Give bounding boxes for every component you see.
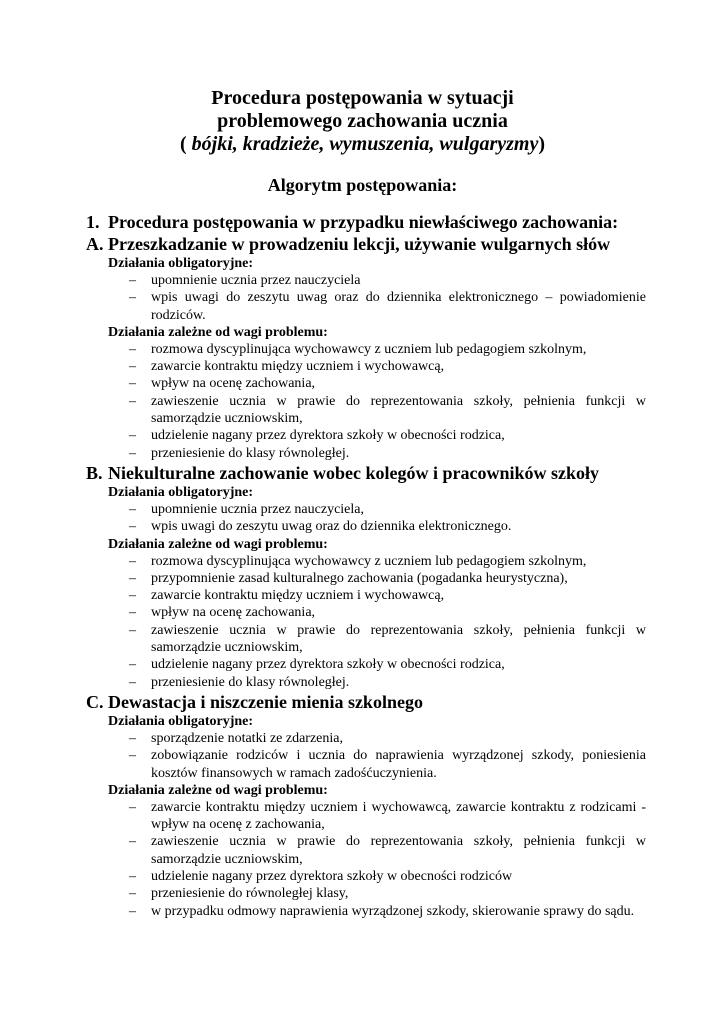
list-item: – wpływ na ocenę zachowania, <box>129 604 646 621</box>
dependent-actions-list <box>86 799 646 920</box>
title-line-3 <box>0 133 725 156</box>
list-item: – zawieszenie ucznia w prawie do reprezentowania szkoły, pełnienia funkcji w samorządzie uczniowskim, <box>129 622 646 657</box>
procedure-title: Procedura postępowania w przypadku niewłaściwego zachowania: <box>108 212 619 232</box>
list-item: – udzielenie nagany przez dyrektora szkoły w obecności rodzica, <box>129 656 646 673</box>
mandatory-actions-list <box>86 272 646 324</box>
dependent-actions-list <box>86 341 646 462</box>
title-line-2: problemowego zachowania ucznia <box>217 110 508 132</box>
list-item: – zawarcie kontraktu między uczniem i wychowawcą, zawarcie kontraktu z rodzicami - wpływ na ocenę z zachowania, <box>129 799 646 834</box>
section-letter: A. <box>86 234 104 254</box>
sections-container <box>86 233 646 920</box>
mandatory-actions-list <box>86 501 646 536</box>
list-item: – upomnienie ucznia przez nauczyciela <box>129 272 646 289</box>
title-subtitle: bójki, kradzieże, wymuszenia, wulgaryzmy <box>191 133 539 155</box>
list-item: – zawieszenie ucznia w prawie do reprezentowania szkoły, pełnienia funkcji w samorządzie uczniowskim, <box>129 833 646 868</box>
section-heading <box>86 462 646 484</box>
list-item: – przeniesienie do klasy równoległej. <box>129 445 646 462</box>
section-title: Niekulturalne zachowanie wobec kolegów i pracowników szkoły <box>108 462 600 483</box>
mandatory-actions-label: Działania obligatoryjne: <box>108 256 254 271</box>
section-c <box>86 691 646 920</box>
list-item: – udzielenie nagany przez dyrektora szkoły w obecności rodzica, <box>129 427 646 444</box>
section-heading <box>86 233 646 255</box>
list-item: – rozmowa dyscyplinująca wychowawcy z uczniem lub pedagogiem szkolnym, <box>129 553 646 570</box>
dependent-actions-list <box>86 553 646 691</box>
list-item: – zawarcie kontraktu między uczniem i wychowawcą, <box>129 587 646 604</box>
list-item: – udzielenie nagany przez dyrektora szkoły w obecności rodziców <box>129 868 646 885</box>
procedure-heading <box>86 211 646 233</box>
list-item: – upomnienie ucznia przez nauczyciela, <box>129 501 646 518</box>
title-paren-close: ) <box>538 133 546 155</box>
dependent-actions-label: Działania zależne od wagi problemu: <box>108 782 328 798</box>
section-letter: C. <box>86 691 104 712</box>
list-item: – zobowiązanie rodziców i ucznia do naprawienia wyrządzonej szkody, poniesienia kosztów finansowych w ramach zadośćuczynienia. <box>129 747 646 782</box>
title-paren-open: ( <box>179 133 192 155</box>
section-title: Przeszkadzanie w prowadzeniu lekcji, używanie wulgarnych słów <box>108 234 611 254</box>
list-item: – w przypadku odmowy naprawienia wyrządzonej szkody, skierowanie sprawy do sądu. <box>129 903 646 920</box>
list-item: – rozmowa dyscyplinująca wychowawcy z uczniem lub pedagogiem szkolnym, <box>129 341 646 358</box>
list-item: – przypomnienie zasad kulturalnego zachowania (pogadanka heurystyczna), <box>129 570 646 587</box>
document-body <box>86 211 646 920</box>
list-item: – przeniesienie do klasy równoległej. <box>129 674 646 691</box>
dependent-actions-label: Działania zależne od wagi problemu: <box>108 324 328 340</box>
section-heading <box>86 691 646 713</box>
title-line-1: Procedura postępowania w sytuacji <box>211 87 514 109</box>
section-a <box>86 233 646 462</box>
mandatory-actions-list <box>86 730 646 782</box>
procedure-number: 1. <box>86 212 100 232</box>
list-item: – wpis uwagi do zeszytu uwag oraz do dziennika elektronicznego. <box>129 518 646 535</box>
list-item: – przeniesienie do równoległej klasy, <box>129 885 646 902</box>
section-letter: B. <box>86 462 103 483</box>
mandatory-actions-label: Działania obligatoryjne: <box>108 484 254 500</box>
section-b <box>86 462 646 691</box>
document-title <box>0 87 725 156</box>
list-item: – wpis uwagi do zeszytu uwag oraz do dziennika elektronicznego – powiadomienie rodziców. <box>129 289 646 324</box>
algorithm-heading: Algorytm postępowania: <box>267 175 458 195</box>
section-title: Dewastacja i niszczenie mienia szkolnego <box>108 691 423 712</box>
dependent-actions-label: Działania zależne od wagi problemu: <box>108 536 328 552</box>
list-item: – zawieszenie ucznia w prawie do reprezentowania szkoły, pełnienia funkcji w samorządzie uczniowskim, <box>129 393 646 428</box>
list-item: – zawarcie kontraktu między uczniem i wychowawcą, <box>129 358 646 375</box>
list-item: – wpływ na ocenę zachowania, <box>129 375 646 392</box>
mandatory-actions-label: Działania obligatoryjne: <box>108 713 254 729</box>
list-item: – sporządzenie notatki ze zdarzenia, <box>129 730 646 747</box>
